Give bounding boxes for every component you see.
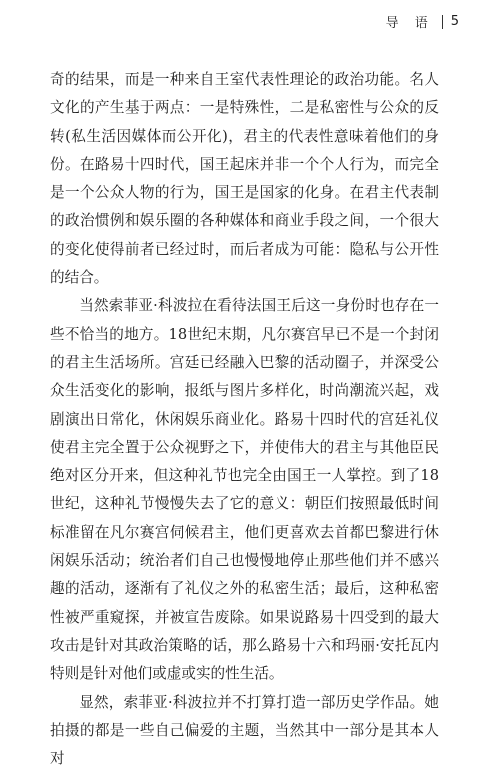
paragraph: 当然索菲亚·科波拉在看待法国王后这一身份时也存在一些不恰当的地方。18世纪末期，凡尔赛宫早已不是一个封闭的君主生活场所。宫廷已经融入巴黎的活动圈子，并深受公众生活变化的影响，报纸与图片多样化，时尚潮流兴起，戏剧演出日常化，休闲娱乐商业化。路易十四时代的宫廷礼仪使君主完全置于公众视野之下，并使伟大的君主与其他臣民绝对区分开来，但这种礼节也完全由国王一人掌控。到了18世纪，这种礼节慢慢失去了它的意义：朝臣们按照最低时间标准留在凡尔赛宫伺候君主，他们更喜欢去首都巴黎进行休闲娱乐活动；统治者们自己也慢慢地停止那些他们并不感兴趣的活动，逐渐有了礼仪之外的私密生活；最后，这种私密性被严重窥探，并被宣告废除。如果说路易十四受到的最大攻击是针对其政治策略的话，那么路易十六和玛丽·安托瓦内特则是针对他们或虚或实的性生活。 (50, 297, 439, 683)
page-number: 5 (450, 14, 459, 29)
body-text (50, 66, 439, 773)
paragraph-continued: 奇的结果，而是一种来自王室代表性理论的政治功能。名人文化的产生基于两点：一是特殊性，二是私密性与公众的反转(私生活因媒体而公开化)，君主的代表性意味着他们的身份。在路易十四时代，国王起床并非一个个人行为，而完全是一个公众人物的行为，国王是国家的化身。在君主代表制的政治惯例和娱乐圈的各种媒体和商业手段之间，一个很大的变化使得前者已经过时，而后者成为可能：隐私与公开性的结合。 (50, 71, 439, 287)
section-title: 导 语 (385, 16, 434, 31)
running-header (386, 12, 459, 31)
paragraph: 显然，索菲亚·科波拉并不打算打造一部历史学作品。她拍摄的都是一些自己偏爱的主题，当然其中一部分是其本人对 (50, 693, 439, 768)
header-divider (442, 15, 443, 29)
